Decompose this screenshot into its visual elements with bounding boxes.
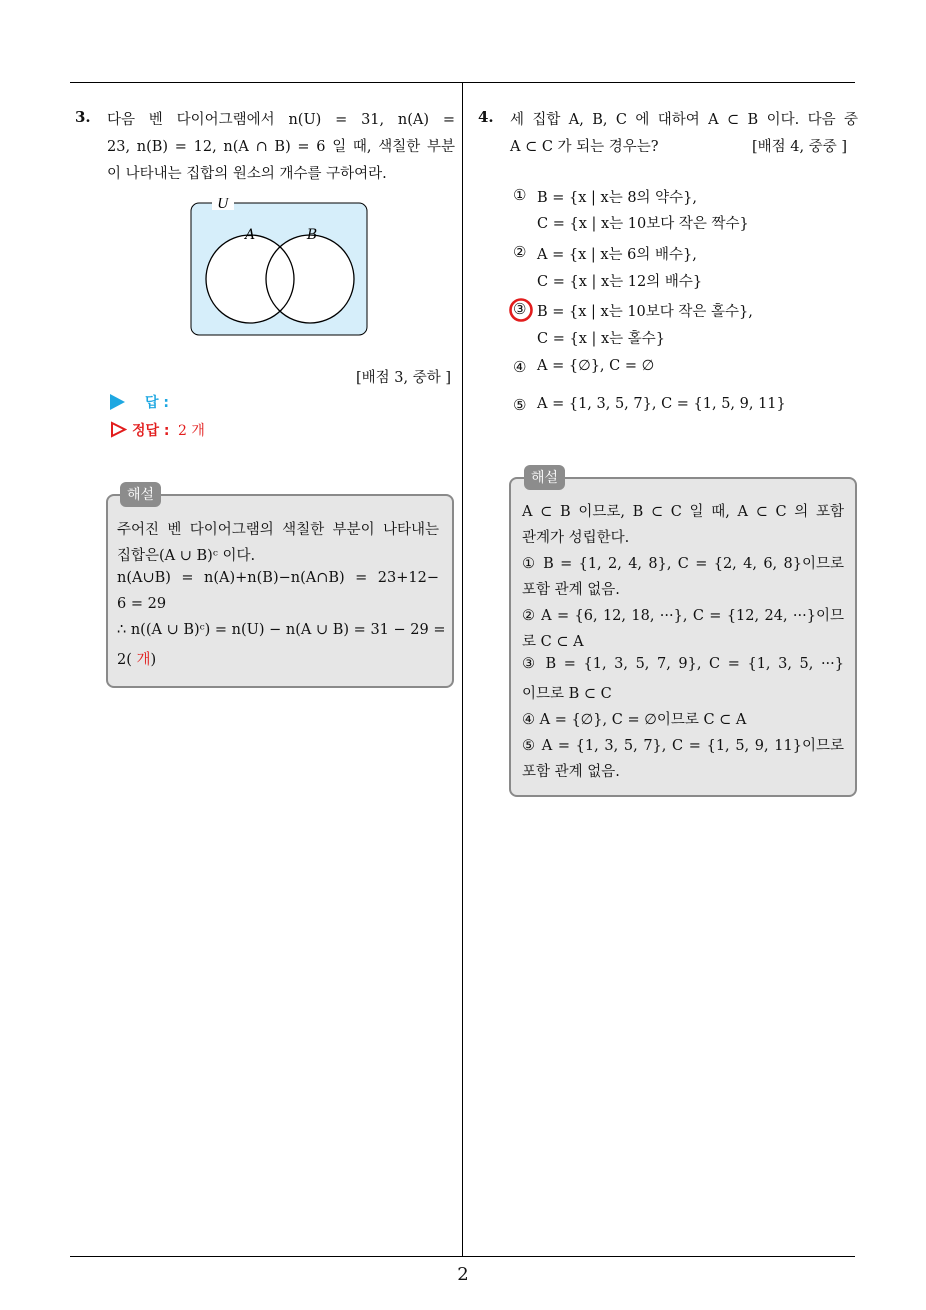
option-line: A = {x | x는 6의 배수}, — [537, 247, 697, 263]
option-line: B = {x | x는 8의 약수}, — [537, 190, 698, 206]
question-text-line: 다음 벤 다이어그램에서 n(U) = 31, n(A) = — [107, 112, 455, 128]
question-text-line: A ⊂ C 가 되는 경우는? — [510, 139, 659, 155]
correct-answer-value: 2 개 — [178, 423, 205, 439]
solution-line: 이므로 B ⊂ C — [522, 686, 612, 702]
set-a-label: A — [244, 227, 256, 243]
option-marker: ② — [513, 243, 527, 261]
option-line: C = {x | x는 10보다 작은 짝수} — [537, 216, 749, 232]
solution-line: 집합은(A ∪ B)ᶜ 이다. — [117, 548, 256, 564]
solution-line: 주어진 벤 다이어그램의 색칠한 부분이 나타내는 — [117, 522, 439, 538]
option-line: B = {x | x는 10보다 작은 홀수}, — [537, 304, 753, 320]
question-text-line: 23, n(B) = 12, n(A ∩ B) = 6 일 때, 색칠한 부분 — [107, 139, 455, 155]
score-label: [배점 3, 중하 ] — [356, 370, 452, 386]
option-line: A = {∅}, C = ∅ — [537, 358, 655, 374]
question-text-line: 세 집합 A, B, C 에 대하여 A ⊂ B 이다. 다음 중 — [510, 112, 858, 128]
solution-line: A ⊂ B 이므로, B ⊂ C 일 때, A ⊂ C 의 포함 — [522, 504, 844, 520]
solution-line: 관계가 성립한다. — [522, 530, 630, 546]
universe-label: U — [217, 198, 229, 212]
correct-arrow-icon — [110, 421, 127, 438]
option-marker: ④ — [513, 358, 527, 376]
question-text-line: 이 나타내는 집합의 원소의 개수를 구하여라. — [107, 166, 387, 182]
option-line: A = {1, 3, 5, 7}, C = {1, 5, 9, 11} — [537, 396, 786, 412]
solution-tag: 해설 — [524, 465, 565, 490]
solution-line: n(A∪B) = n(A)+n(B)−n(A∩B) = 23+12− — [117, 570, 439, 586]
solution-text: ) — [150, 652, 157, 668]
solution-line: ⑤ A = {1, 3, 5, 7}, C = {1, 5, 9, 11}이므로 — [522, 738, 844, 754]
solution-line: ② A = {6, 12, 18, ···}, C = {12, 24, ···}이므 — [522, 608, 844, 624]
solution-line-with-unit — [117, 648, 156, 669]
answer-label: 답 : — [145, 395, 169, 411]
column-divider — [462, 82, 463, 1257]
set-b-label: B — [306, 227, 318, 243]
option-line: C = {x | x는 12의 배수} — [537, 274, 703, 290]
solution-line: 6 = 29 — [117, 596, 167, 612]
option-marker: ⑤ — [513, 396, 527, 414]
bottom-rule — [70, 1256, 855, 1257]
solution-line: ∴ n((A ∪ B)ᶜ) = n(U) − n(A ∪ B) = 31 − 29 = — [117, 622, 446, 638]
venn-diagram — [190, 198, 368, 336]
answer-arrow-icon — [110, 394, 125, 410]
solution-line: 포함 관계 없음. — [522, 582, 620, 598]
solution-text: 2( — [117, 652, 137, 668]
score-label: [배점 4, 중중 ] — [752, 139, 848, 155]
question-number: 4. — [478, 108, 494, 126]
solution-tag: 해설 — [120, 482, 161, 507]
solution-line: ④ A = {∅}, C = ∅이므로 C ⊂ A — [522, 712, 747, 728]
page-number: 2 — [457, 1264, 469, 1285]
question-number: 3. — [75, 108, 91, 126]
correct-answer-label: 정답 : — [132, 423, 170, 439]
solution-line: 로 C ⊂ A — [522, 634, 584, 650]
option-marker: ① — [513, 186, 527, 204]
solution-line: ③ B = {1, 3, 5, 7, 9}, C = {1, 3, 5, ···} — [522, 656, 844, 672]
solution-unit: 개 — [136, 652, 151, 668]
option-marker: ③ — [513, 300, 527, 318]
solution-line: ① B = {1, 2, 4, 8}, C = {2, 4, 6, 8}이므로 — [522, 556, 844, 572]
solution-line: 포함 관계 없음. — [522, 764, 620, 780]
option-line: C = {x | x는 홀수} — [537, 331, 666, 347]
